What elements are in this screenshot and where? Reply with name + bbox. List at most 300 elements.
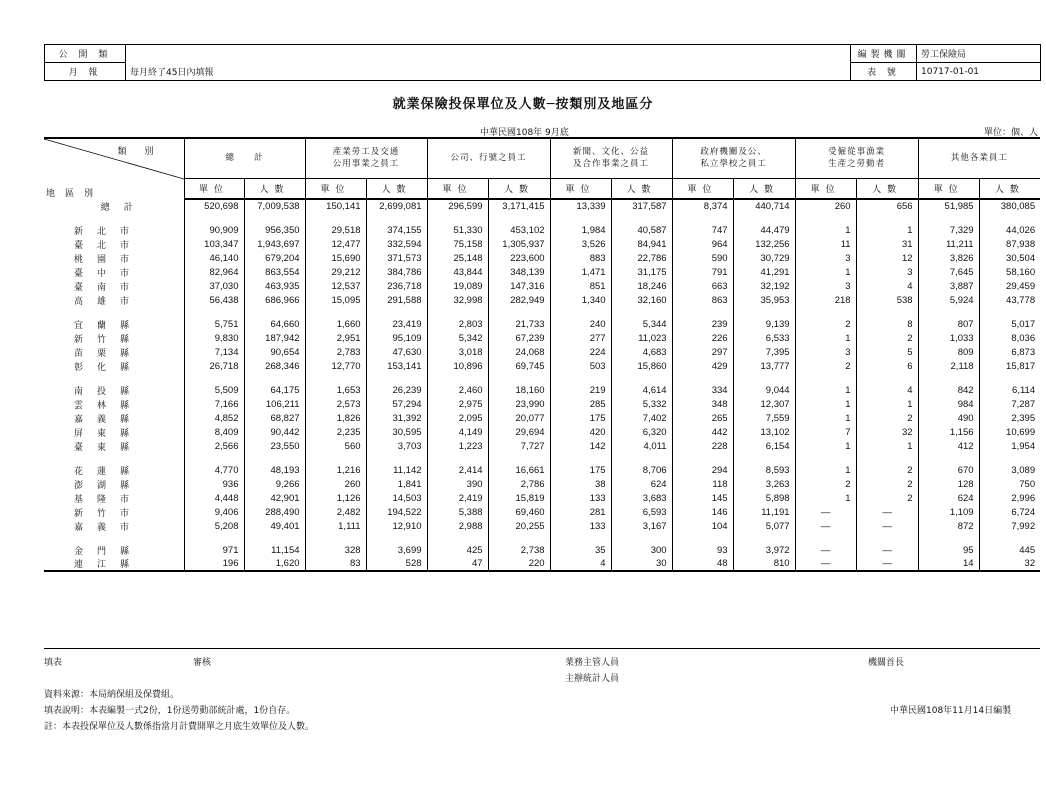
- value-cell: 2: [856, 463, 918, 477]
- value-cell: 236,718: [366, 279, 427, 293]
- value-cell: 90,654: [244, 345, 305, 359]
- value-cell: 5,332: [611, 397, 672, 411]
- value-cell: 48: [672, 557, 733, 571]
- spacer-cell: [611, 307, 672, 317]
- value-cell: 51,985: [918, 199, 979, 213]
- value-cell: 5,898: [733, 491, 795, 505]
- value-cell: 6,154: [733, 439, 795, 453]
- value-cell: 6,873: [979, 345, 1040, 359]
- value-cell: 1: [856, 439, 918, 453]
- sub-people: 人數: [856, 178, 918, 199]
- footer-fill-note: 填表說明：本表編製一式2份，1份送勞動部統計處，1份自存。: [44, 706, 296, 716]
- value-cell: 3,171,415: [488, 199, 550, 213]
- spacer-cell: [427, 213, 488, 223]
- value-cell: 7,009,538: [244, 199, 305, 213]
- value-cell: 40,587: [611, 223, 672, 237]
- value-cell: 4: [856, 383, 918, 397]
- value-cell: 807: [918, 317, 979, 331]
- value-cell: 32,998: [427, 293, 488, 307]
- value-cell: 68,827: [244, 411, 305, 425]
- area-name: 屏東縣: [74, 428, 144, 439]
- group-industry-line1: 產業勞工及交通: [332, 147, 400, 158]
- value-cell: 64,660: [244, 317, 305, 331]
- value-cell: 747: [672, 223, 733, 237]
- spacer-cell: [427, 307, 488, 317]
- value-cell: 5,509: [184, 383, 244, 397]
- value-cell: 3,089: [979, 463, 1040, 477]
- value-cell: 1,156: [918, 425, 979, 439]
- value-cell: 2,996: [979, 491, 1040, 505]
- value-cell: 18,160: [488, 383, 550, 397]
- value-cell: 332,594: [366, 237, 427, 251]
- value-cell: 624: [918, 491, 979, 505]
- value-cell: 1,111: [305, 519, 366, 533]
- spacer-cell: [184, 373, 244, 383]
- value-cell: 560: [305, 439, 366, 453]
- spacer-row: [44, 213, 1040, 223]
- value-cell: 147,316: [488, 279, 550, 293]
- value-cell: 863: [672, 293, 733, 307]
- value-cell: 8,374: [672, 199, 733, 213]
- value-cell: 2,951: [305, 331, 366, 345]
- value-cell: —: [795, 557, 856, 571]
- spacer-cell: [305, 307, 366, 317]
- value-cell: 9,830: [184, 331, 244, 345]
- value-cell: 32,192: [733, 279, 795, 293]
- value-cell: 442: [672, 425, 733, 439]
- value-cell: 520,698: [184, 199, 244, 213]
- value-cell: 1: [856, 223, 918, 237]
- value-cell: 1,984: [550, 223, 611, 237]
- spacer-cell: [611, 213, 672, 223]
- value-cell: 686,966: [244, 293, 305, 307]
- spacer-cell: [305, 453, 366, 463]
- agency-label: 編製機關: [851, 45, 917, 63]
- spacer-cell: [366, 453, 427, 463]
- value-cell: 9,139: [733, 317, 795, 331]
- table-row: [44, 331, 1040, 345]
- value-cell: 2,988: [427, 519, 488, 533]
- spacer-cell: [244, 213, 305, 223]
- spacer-cell: [856, 373, 918, 383]
- value-cell: 11: [795, 237, 856, 251]
- value-cell: 132,256: [733, 237, 795, 251]
- value-cell: 4: [550, 557, 611, 571]
- area-name: 宜蘭縣: [74, 320, 144, 331]
- value-cell: 10,699: [979, 425, 1040, 439]
- value-cell: 679,204: [244, 251, 305, 265]
- table-row: [44, 345, 1040, 359]
- value-cell: 106,211: [244, 397, 305, 411]
- value-cell: 1,620: [244, 557, 305, 571]
- spacer-cell: [918, 373, 979, 383]
- value-cell: 12,537: [305, 279, 366, 293]
- value-cell: 7,992: [979, 519, 1040, 533]
- spacer-cell: [488, 213, 550, 223]
- value-cell: 196: [184, 557, 244, 571]
- value-cell: 3,526: [550, 237, 611, 251]
- value-cell: 3: [795, 251, 856, 265]
- value-cell: 104: [672, 519, 733, 533]
- value-cell: 1: [795, 331, 856, 345]
- value-cell: 1,841: [366, 477, 427, 491]
- value-cell: 44,026: [979, 223, 1040, 237]
- table-row: [44, 491, 1040, 505]
- value-cell: 268,346: [244, 359, 305, 373]
- value-cell: 2,786: [488, 477, 550, 491]
- value-cell: 240: [550, 317, 611, 331]
- value-cell: 84,941: [611, 237, 672, 251]
- value-cell: 218: [795, 293, 856, 307]
- value-cell: 26,718: [184, 359, 244, 373]
- value-cell: 1: [856, 397, 918, 411]
- value-cell: 297: [672, 345, 733, 359]
- value-cell: 11,023: [611, 331, 672, 345]
- value-cell: 842: [918, 383, 979, 397]
- group-total-line2: 計: [254, 153, 264, 164]
- value-cell: 4,149: [427, 425, 488, 439]
- value-cell: 2,118: [918, 359, 979, 373]
- value-cell: 224: [550, 345, 611, 359]
- value-cell: 30,595: [366, 425, 427, 439]
- value-cell: 13,102: [733, 425, 795, 439]
- group-others: [918, 138, 1040, 178]
- value-cell: 57,294: [366, 397, 427, 411]
- sub-units: 單位: [550, 178, 611, 199]
- value-cell: 425: [427, 543, 488, 557]
- table-row: [44, 293, 1040, 307]
- value-cell: 20,077: [488, 411, 550, 425]
- spacer-cell: [305, 213, 366, 223]
- sub-people: 人數: [244, 178, 305, 199]
- value-cell: 2,975: [427, 397, 488, 411]
- spacer-cell: [244, 307, 305, 317]
- spacer-row: [44, 453, 1040, 463]
- spacer-cell: [366, 213, 427, 223]
- table-row: [44, 265, 1040, 279]
- value-cell: 5,344: [611, 317, 672, 331]
- public-label: 公 開 類: [45, 45, 126, 63]
- value-cell: 538: [856, 293, 918, 307]
- spacer-cell: [611, 533, 672, 543]
- footer-reviewer: 審核: [193, 658, 212, 668]
- value-cell: 133: [550, 491, 611, 505]
- value-cell: 11,142: [366, 463, 427, 477]
- area-name: 苗栗縣: [74, 348, 144, 359]
- area-name: 新竹縣: [74, 334, 144, 345]
- value-cell: 35,953: [733, 293, 795, 307]
- value-cell: 220: [488, 557, 550, 571]
- value-cell: 11,191: [733, 505, 795, 519]
- spacer-cell: [795, 533, 856, 543]
- value-cell: 23,550: [244, 439, 305, 453]
- value-cell: 1,954: [979, 439, 1040, 453]
- sub-people: 人數: [733, 178, 795, 199]
- spacer-cell: [550, 453, 611, 463]
- value-cell: 93: [672, 543, 733, 557]
- value-cell: 133: [550, 519, 611, 533]
- form-label: 表 號: [851, 63, 917, 81]
- group-company: [427, 138, 550, 178]
- table-row: [44, 359, 1040, 373]
- value-cell: 14: [918, 557, 979, 571]
- value-cell: 15,819: [488, 491, 550, 505]
- value-cell: 7,287: [979, 397, 1040, 411]
- value-cell: 90,442: [244, 425, 305, 439]
- spacer-cell: [427, 453, 488, 463]
- value-cell: 22,786: [611, 251, 672, 265]
- value-cell: 1,660: [305, 317, 366, 331]
- value-cell: 35: [550, 543, 611, 557]
- value-cell: 14,503: [366, 491, 427, 505]
- value-cell: 3,703: [366, 439, 427, 453]
- data-table: [44, 137, 1040, 572]
- value-cell: 1: [795, 223, 856, 237]
- area-name: 南投縣: [74, 386, 144, 397]
- value-cell: 5,208: [184, 519, 244, 533]
- value-cell: 265: [672, 411, 733, 425]
- value-cell: 44,479: [733, 223, 795, 237]
- value-cell: 38: [550, 477, 611, 491]
- value-cell: 2,699,081: [366, 199, 427, 213]
- footer-business-head: 業務主管人員: [565, 658, 620, 668]
- table-row: [44, 279, 1040, 293]
- value-cell: 3: [795, 279, 856, 293]
- spacer-cell: [795, 453, 856, 463]
- value-cell: 145: [672, 491, 733, 505]
- value-cell: 47,630: [366, 345, 427, 359]
- value-cell: 260: [305, 477, 366, 491]
- spacer-cell: [44, 307, 184, 317]
- value-cell: 1,471: [550, 265, 611, 279]
- spacer-row: [44, 533, 1040, 543]
- value-cell: 2: [795, 359, 856, 373]
- group-government-line1: 政府機關及公、: [700, 147, 767, 158]
- spacer-cell: [366, 533, 427, 543]
- value-cell: 2: [856, 491, 918, 505]
- value-cell: 1: [795, 383, 856, 397]
- value-cell: 2: [856, 331, 918, 345]
- spacer-cell: [918, 307, 979, 317]
- value-cell: 7,134: [184, 345, 244, 359]
- value-cell: 12,307: [733, 397, 795, 411]
- value-cell: 1: [795, 491, 856, 505]
- value-cell: 503: [550, 359, 611, 373]
- value-cell: —: [795, 543, 856, 557]
- group-media-line2: 及合作事業之員工: [573, 159, 650, 170]
- value-cell: 328: [305, 543, 366, 557]
- spacer-cell: [672, 307, 733, 317]
- value-cell: 69,460: [488, 505, 550, 519]
- value-cell: 2: [856, 477, 918, 491]
- value-cell: 1,653: [305, 383, 366, 397]
- spacer-cell: [488, 453, 550, 463]
- value-cell: 412: [918, 439, 979, 453]
- table-row: [44, 411, 1040, 425]
- value-cell: 4,011: [611, 439, 672, 453]
- value-cell: 296,599: [427, 199, 488, 213]
- value-cell: 663: [672, 279, 733, 293]
- corner-category: 類別: [117, 147, 172, 157]
- header-right-box: [850, 44, 1041, 81]
- value-cell: —: [856, 557, 918, 571]
- value-cell: 984: [918, 397, 979, 411]
- value-cell: 936: [184, 477, 244, 491]
- value-cell: 7,727: [488, 439, 550, 453]
- value-cell: 956,350: [244, 223, 305, 237]
- value-cell: 374,155: [366, 223, 427, 237]
- value-cell: 1,943,697: [244, 237, 305, 251]
- value-cell: 8,409: [184, 425, 244, 439]
- header-left-box: [44, 44, 217, 81]
- value-cell: 30: [611, 557, 672, 571]
- spacer-cell: [979, 213, 1040, 223]
- value-cell: 29,212: [305, 265, 366, 279]
- area-name: 臺南市: [74, 282, 144, 293]
- value-cell: 9,044: [733, 383, 795, 397]
- sub-people: 人數: [488, 178, 550, 199]
- value-cell: 390: [427, 477, 488, 491]
- value-cell: 8,593: [733, 463, 795, 477]
- value-cell: 3,826: [918, 251, 979, 265]
- value-cell: 24,068: [488, 345, 550, 359]
- agency-name: 勞工保險局: [917, 45, 1041, 63]
- spacer-cell: [733, 373, 795, 383]
- value-cell: 3,887: [918, 279, 979, 293]
- area-name: 彰化縣: [74, 362, 144, 373]
- period-label: 中華民國108年 9月底: [480, 128, 569, 138]
- value-cell: —: [856, 543, 918, 557]
- value-cell: 420: [550, 425, 611, 439]
- value-cell: 87,938: [979, 237, 1040, 251]
- spacer-cell: [550, 533, 611, 543]
- value-cell: 118: [672, 477, 733, 491]
- value-cell: 7,645: [918, 265, 979, 279]
- sub-units: 單位: [184, 178, 244, 199]
- value-cell: 5,388: [427, 505, 488, 519]
- value-cell: 7,559: [733, 411, 795, 425]
- value-cell: 4,852: [184, 411, 244, 425]
- area-name: 雲林縣: [74, 400, 144, 411]
- value-cell: 2,783: [305, 345, 366, 359]
- sub-units: 單位: [305, 178, 366, 199]
- value-cell: 21,733: [488, 317, 550, 331]
- value-cell: 4,448: [184, 491, 244, 505]
- value-cell: 1,826: [305, 411, 366, 425]
- value-cell: 29,518: [305, 223, 366, 237]
- area-name: 基隆市: [74, 494, 144, 505]
- value-cell: 3,167: [611, 519, 672, 533]
- spacer-cell: [244, 373, 305, 383]
- spacer-cell: [305, 533, 366, 543]
- value-cell: 670: [918, 463, 979, 477]
- page-title: 就業保險投保單位及人數─按類別及地區分: [392, 97, 654, 112]
- spacer-cell: [44, 533, 184, 543]
- value-cell: 31,175: [611, 265, 672, 279]
- value-cell: 239: [672, 317, 733, 331]
- value-cell: 12,910: [366, 519, 427, 533]
- spacer-cell: [856, 453, 918, 463]
- value-cell: 3,018: [427, 345, 488, 359]
- value-cell: 42,901: [244, 491, 305, 505]
- footer-stats-head: 主辦統計人員: [565, 674, 620, 684]
- value-cell: 175: [550, 463, 611, 477]
- footer-agency-head: 機關首長: [868, 658, 905, 668]
- area-name: 高雄市: [74, 296, 144, 307]
- spacer-row: [44, 373, 1040, 383]
- value-cell: 15,095: [305, 293, 366, 307]
- value-cell: 5: [856, 345, 918, 359]
- table-corner: [44, 138, 184, 199]
- value-cell: 194,522: [366, 505, 427, 519]
- table-row: [44, 199, 1040, 213]
- value-cell: 463,935: [244, 279, 305, 293]
- footer-rule: [44, 648, 1040, 649]
- table-row: [44, 505, 1040, 519]
- value-cell: 1,340: [550, 293, 611, 307]
- value-cell: —: [795, 505, 856, 519]
- value-cell: 1,223: [427, 439, 488, 453]
- sub-units: 單位: [427, 178, 488, 199]
- value-cell: 624: [611, 477, 672, 491]
- value-cell: 3,699: [366, 543, 427, 557]
- spacer-cell: [856, 307, 918, 317]
- spacer-cell: [550, 373, 611, 383]
- value-cell: 750: [979, 477, 1040, 491]
- value-cell: 1,126: [305, 491, 366, 505]
- spacer-cell: [184, 213, 244, 223]
- value-cell: 20,255: [488, 519, 550, 533]
- value-cell: 291,588: [366, 293, 427, 307]
- sub-units: 單位: [672, 178, 733, 199]
- value-cell: 18,246: [611, 279, 672, 293]
- spacer-cell: [733, 453, 795, 463]
- value-cell: 2: [856, 411, 918, 425]
- value-cell: 7,166: [184, 397, 244, 411]
- unit-label: 單位：個、人: [983, 128, 1038, 138]
- spacer-row: [44, 307, 1040, 317]
- spacer-cell: [795, 213, 856, 223]
- value-cell: 5,924: [918, 293, 979, 307]
- spacer-cell: [918, 533, 979, 543]
- table-row: [44, 237, 1040, 251]
- spacer-cell: [44, 373, 184, 383]
- value-cell: 223,600: [488, 251, 550, 265]
- sub-units: 單位: [795, 178, 856, 199]
- value-cell: 3: [795, 345, 856, 359]
- value-cell: 67,239: [488, 331, 550, 345]
- value-cell: 863,554: [244, 265, 305, 279]
- sub-people: 人數: [611, 178, 672, 199]
- value-cell: 440,714: [733, 199, 795, 213]
- value-cell: 288,490: [244, 505, 305, 519]
- group-total: [184, 138, 305, 178]
- value-cell: 2,414: [427, 463, 488, 477]
- value-cell: 6,533: [733, 331, 795, 345]
- corner-area: 地區別: [46, 189, 104, 199]
- value-cell: 9,266: [244, 477, 305, 491]
- spacer-cell: [184, 307, 244, 317]
- value-cell: 7: [795, 425, 856, 439]
- value-cell: 348: [672, 397, 733, 411]
- value-cell: 29,694: [488, 425, 550, 439]
- value-cell: 1: [795, 411, 856, 425]
- sub-units: 單位: [918, 178, 979, 199]
- value-cell: 153,141: [366, 359, 427, 373]
- value-cell: 31,392: [366, 411, 427, 425]
- value-cell: 2,573: [305, 397, 366, 411]
- sub-people: 人數: [366, 178, 427, 199]
